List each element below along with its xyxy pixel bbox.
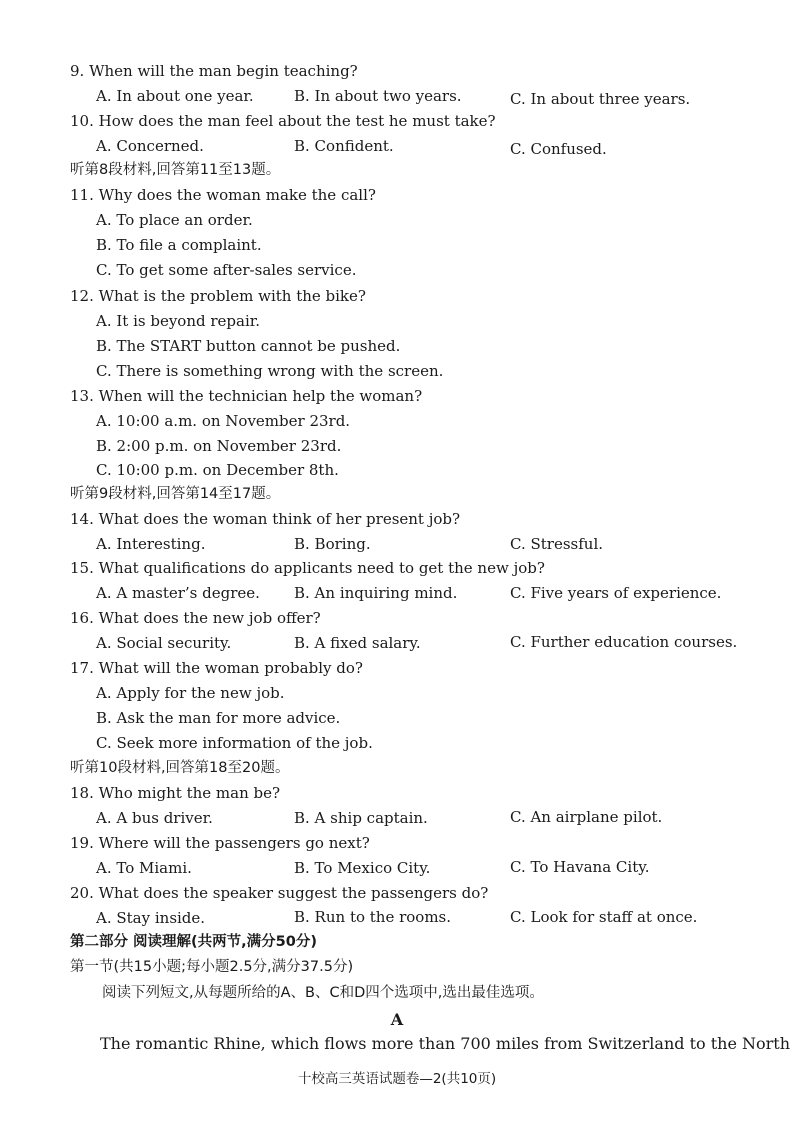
q13-option-a: A. 10:00 a.m. on November 23rd. [96, 412, 351, 430]
passage-label: A [390, 1010, 404, 1029]
q13-option-b: B. 2:00 p.m. on November 23rd. [96, 437, 342, 455]
q17-option-a: A. Apply for the new job. [96, 684, 285, 702]
q20-option-a: A. Stay inside. [96, 909, 206, 927]
passage-text: The romantic Rhine, which flows more than 700 miles from Switzerland to the North [100, 1034, 791, 1053]
q16-option-b: B. A fixed salary. [294, 634, 421, 652]
q14-option-c: C. Stressful. [510, 535, 604, 553]
q11-option-a: A. To place an order. [96, 211, 253, 229]
q19-option-c: C. To Havana City. [510, 858, 650, 876]
q9-option-a: A. In about one year. [96, 87, 254, 105]
question-19: 19. Where will the passengers go next? [70, 834, 370, 852]
q14-option-a: A. Interesting. [96, 535, 206, 553]
question-16: 16. What does the new job offer? [70, 609, 321, 627]
q15-option-a: A. A master’s degree. [96, 584, 260, 602]
q15-option-b: B. An inquiring mind. [294, 584, 458, 602]
q18-option-a: A. A bus driver. [96, 809, 213, 827]
instruction-section-8: 听第8段材料,回答第11至13题。 [70, 162, 281, 178]
reading-instruction: 阅读下列短文,从每题所给的A、B、C和D四个选项中,选出最佳选项。 [102, 985, 544, 1001]
part-two-heading: 第二部分 阅读理解(共两节,满分50分) [70, 934, 317, 950]
q11-option-b: B. To file a complaint. [96, 236, 262, 254]
instruction-section-10: 听第10段材料,回答第18至20题。 [70, 760, 290, 776]
q9-option-b: B. In about two years. [294, 87, 462, 105]
q9-option-c: C. In about three years. [510, 90, 691, 108]
instruction-section-9: 听第9段材料,回答第14至17题。 [70, 486, 281, 502]
section-one-heading: 第一节(共15小题;每小题2.5分,满分37.5分) [70, 959, 354, 975]
q12-option-a: A. It is beyond repair. [96, 312, 261, 330]
q10-option-c: C. Confused. [510, 140, 607, 158]
q10-option-a: A. Concerned. [96, 137, 204, 155]
q13-option-c: C. 10:00 p.m. on December 8th. [96, 461, 339, 479]
q14-option-b: B. Boring. [294, 535, 371, 553]
q11-option-c: C. To get some after-sales service. [96, 261, 357, 279]
q12-option-c: C. There is something wrong with the screen. [96, 362, 444, 380]
question-9: 9. When will the man begin teaching? [70, 62, 358, 80]
q16-option-c: C. Further education courses. [510, 633, 738, 651]
q20-option-b: B. Run to the rooms. [294, 908, 452, 926]
q16-option-a: A. Social security. [96, 634, 232, 652]
q20-option-c: C. Look for staff at once. [510, 908, 698, 926]
q19-option-b: B. To Mexico City. [294, 859, 431, 877]
q18-option-b: B. A ship captain. [294, 809, 428, 827]
q19-option-a: A. To Miami. [96, 859, 192, 877]
page-footer: 十校高三英语试题卷—2(共10页) [297, 1071, 497, 1087]
question-10: 10. How does the man feel about the test he must take? [70, 112, 496, 130]
question-15: 15. What qualifications do applicants need to get the new job? [70, 559, 545, 577]
question-17: 17. What will the woman probably do? [70, 659, 363, 677]
q10-option-b: B. Confident. [294, 137, 394, 155]
q18-option-c: C. An airplane pilot. [510, 808, 663, 826]
question-13: 13. When will the technician help the woman? [70, 387, 423, 405]
q15-option-c: C. Five years of experience. [510, 584, 722, 602]
q12-option-b: B. The START button cannot be pushed. [96, 337, 401, 355]
question-11: 11. Why does the woman make the call? [70, 186, 376, 204]
q17-option-c: C. Seek more information of the job. [96, 734, 373, 752]
question-12: 12. What is the problem with the bike? [70, 287, 366, 305]
question-20: 20. What does the speaker suggest the passengers do? [70, 884, 489, 902]
q17-option-b: B. Ask the man for more advice. [96, 709, 341, 727]
question-18: 18. Who might the man be? [70, 784, 281, 802]
question-14: 14. What does the woman think of her present job? [70, 510, 461, 528]
